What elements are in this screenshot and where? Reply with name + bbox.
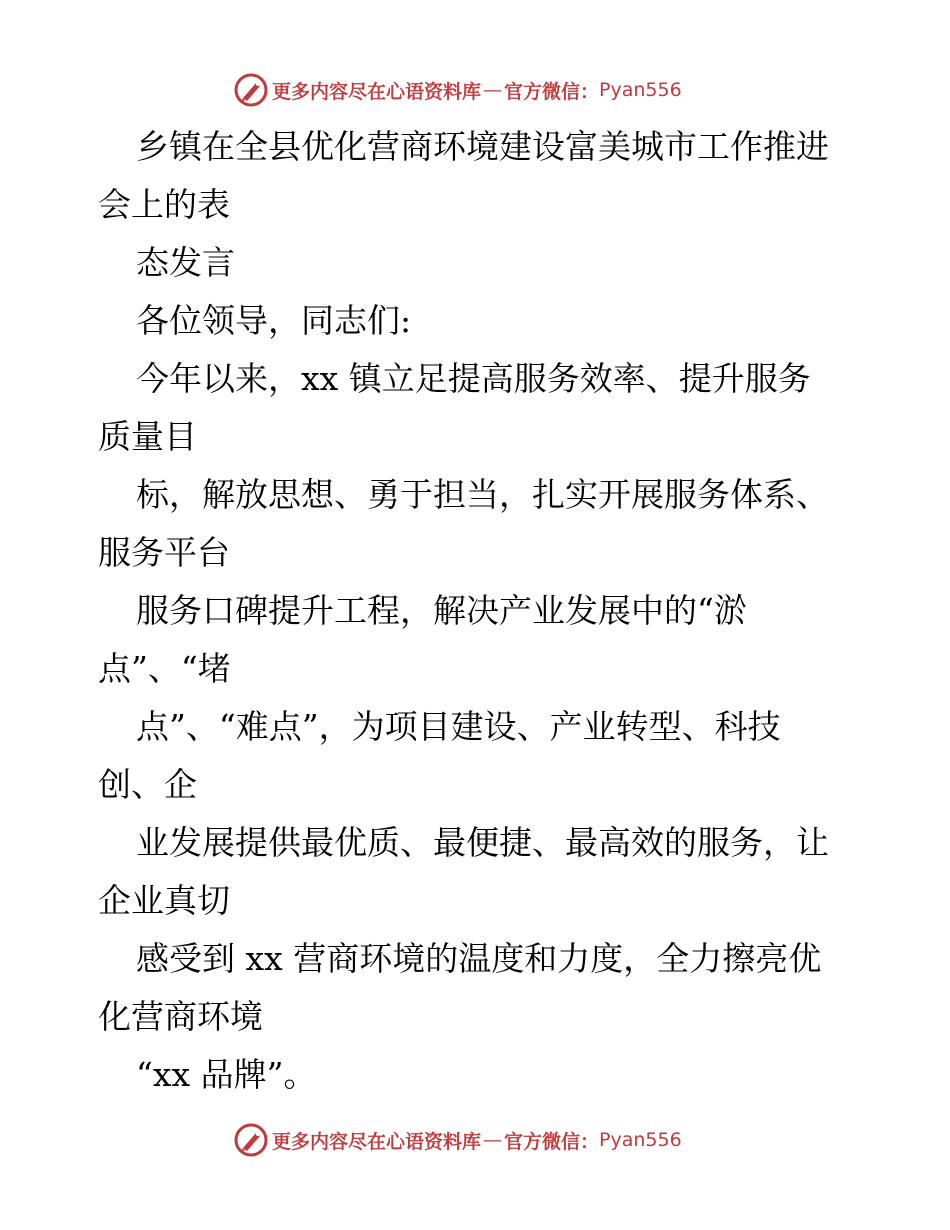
- watermark-id: Pyan556: [599, 1129, 682, 1151]
- body-line: “xx 品牌”。: [136, 1055, 317, 1094]
- watermark-dash: —: [483, 79, 503, 101]
- watermark-label: 官方微信：: [504, 80, 600, 103]
- watermark-text: 更多内容尽在心语资料库: [272, 80, 482, 103]
- pen-logo-icon: [234, 1123, 268, 1157]
- body-line: 企业真切: [98, 881, 230, 920]
- body-line: 化营商环境: [98, 997, 263, 1036]
- body-line: 感受到 xx 营商环境的温度和力度，全力擦亮优: [136, 939, 822, 978]
- body-line: 创、企: [98, 765, 197, 804]
- body-line: 今年以来，xx 镇立足提高服务效率、提升服务: [136, 359, 811, 398]
- body-line: 质量目: [98, 417, 197, 456]
- body-line: 服务平台: [98, 533, 230, 572]
- footer-watermark: [234, 1122, 714, 1158]
- watermark-text: 更多内容尽在心语资料库: [272, 1130, 482, 1153]
- body-line: 标，解放思想、勇于担当，扎实开展服务体系、: [136, 475, 829, 514]
- document-body: [98, 118, 858, 1104]
- body-line: 业发展提供最优质、最便捷、最高效的服务，让: [136, 823, 829, 862]
- body-line: 点”、“难点”，为项目建设、产业转型、科技: [136, 707, 781, 746]
- body-line: 态发言: [136, 243, 235, 282]
- body-line: 会上的表: [98, 185, 230, 224]
- watermark-dash: —: [483, 1129, 503, 1151]
- pen-logo-icon: [234, 73, 268, 107]
- body-line: 点”、“堵: [98, 649, 231, 688]
- body-line: 服务口碑提升工程，解决产业发展中的“淤: [136, 591, 747, 630]
- header-watermark: [234, 72, 714, 108]
- body-line: 乡镇在全县优化营商环境建设富美城市工作推进: [136, 127, 829, 166]
- watermark-label: 官方微信：: [504, 1130, 600, 1153]
- body-line: 各位领导，同志们:: [136, 301, 412, 340]
- watermark-id: Pyan556: [599, 79, 682, 101]
